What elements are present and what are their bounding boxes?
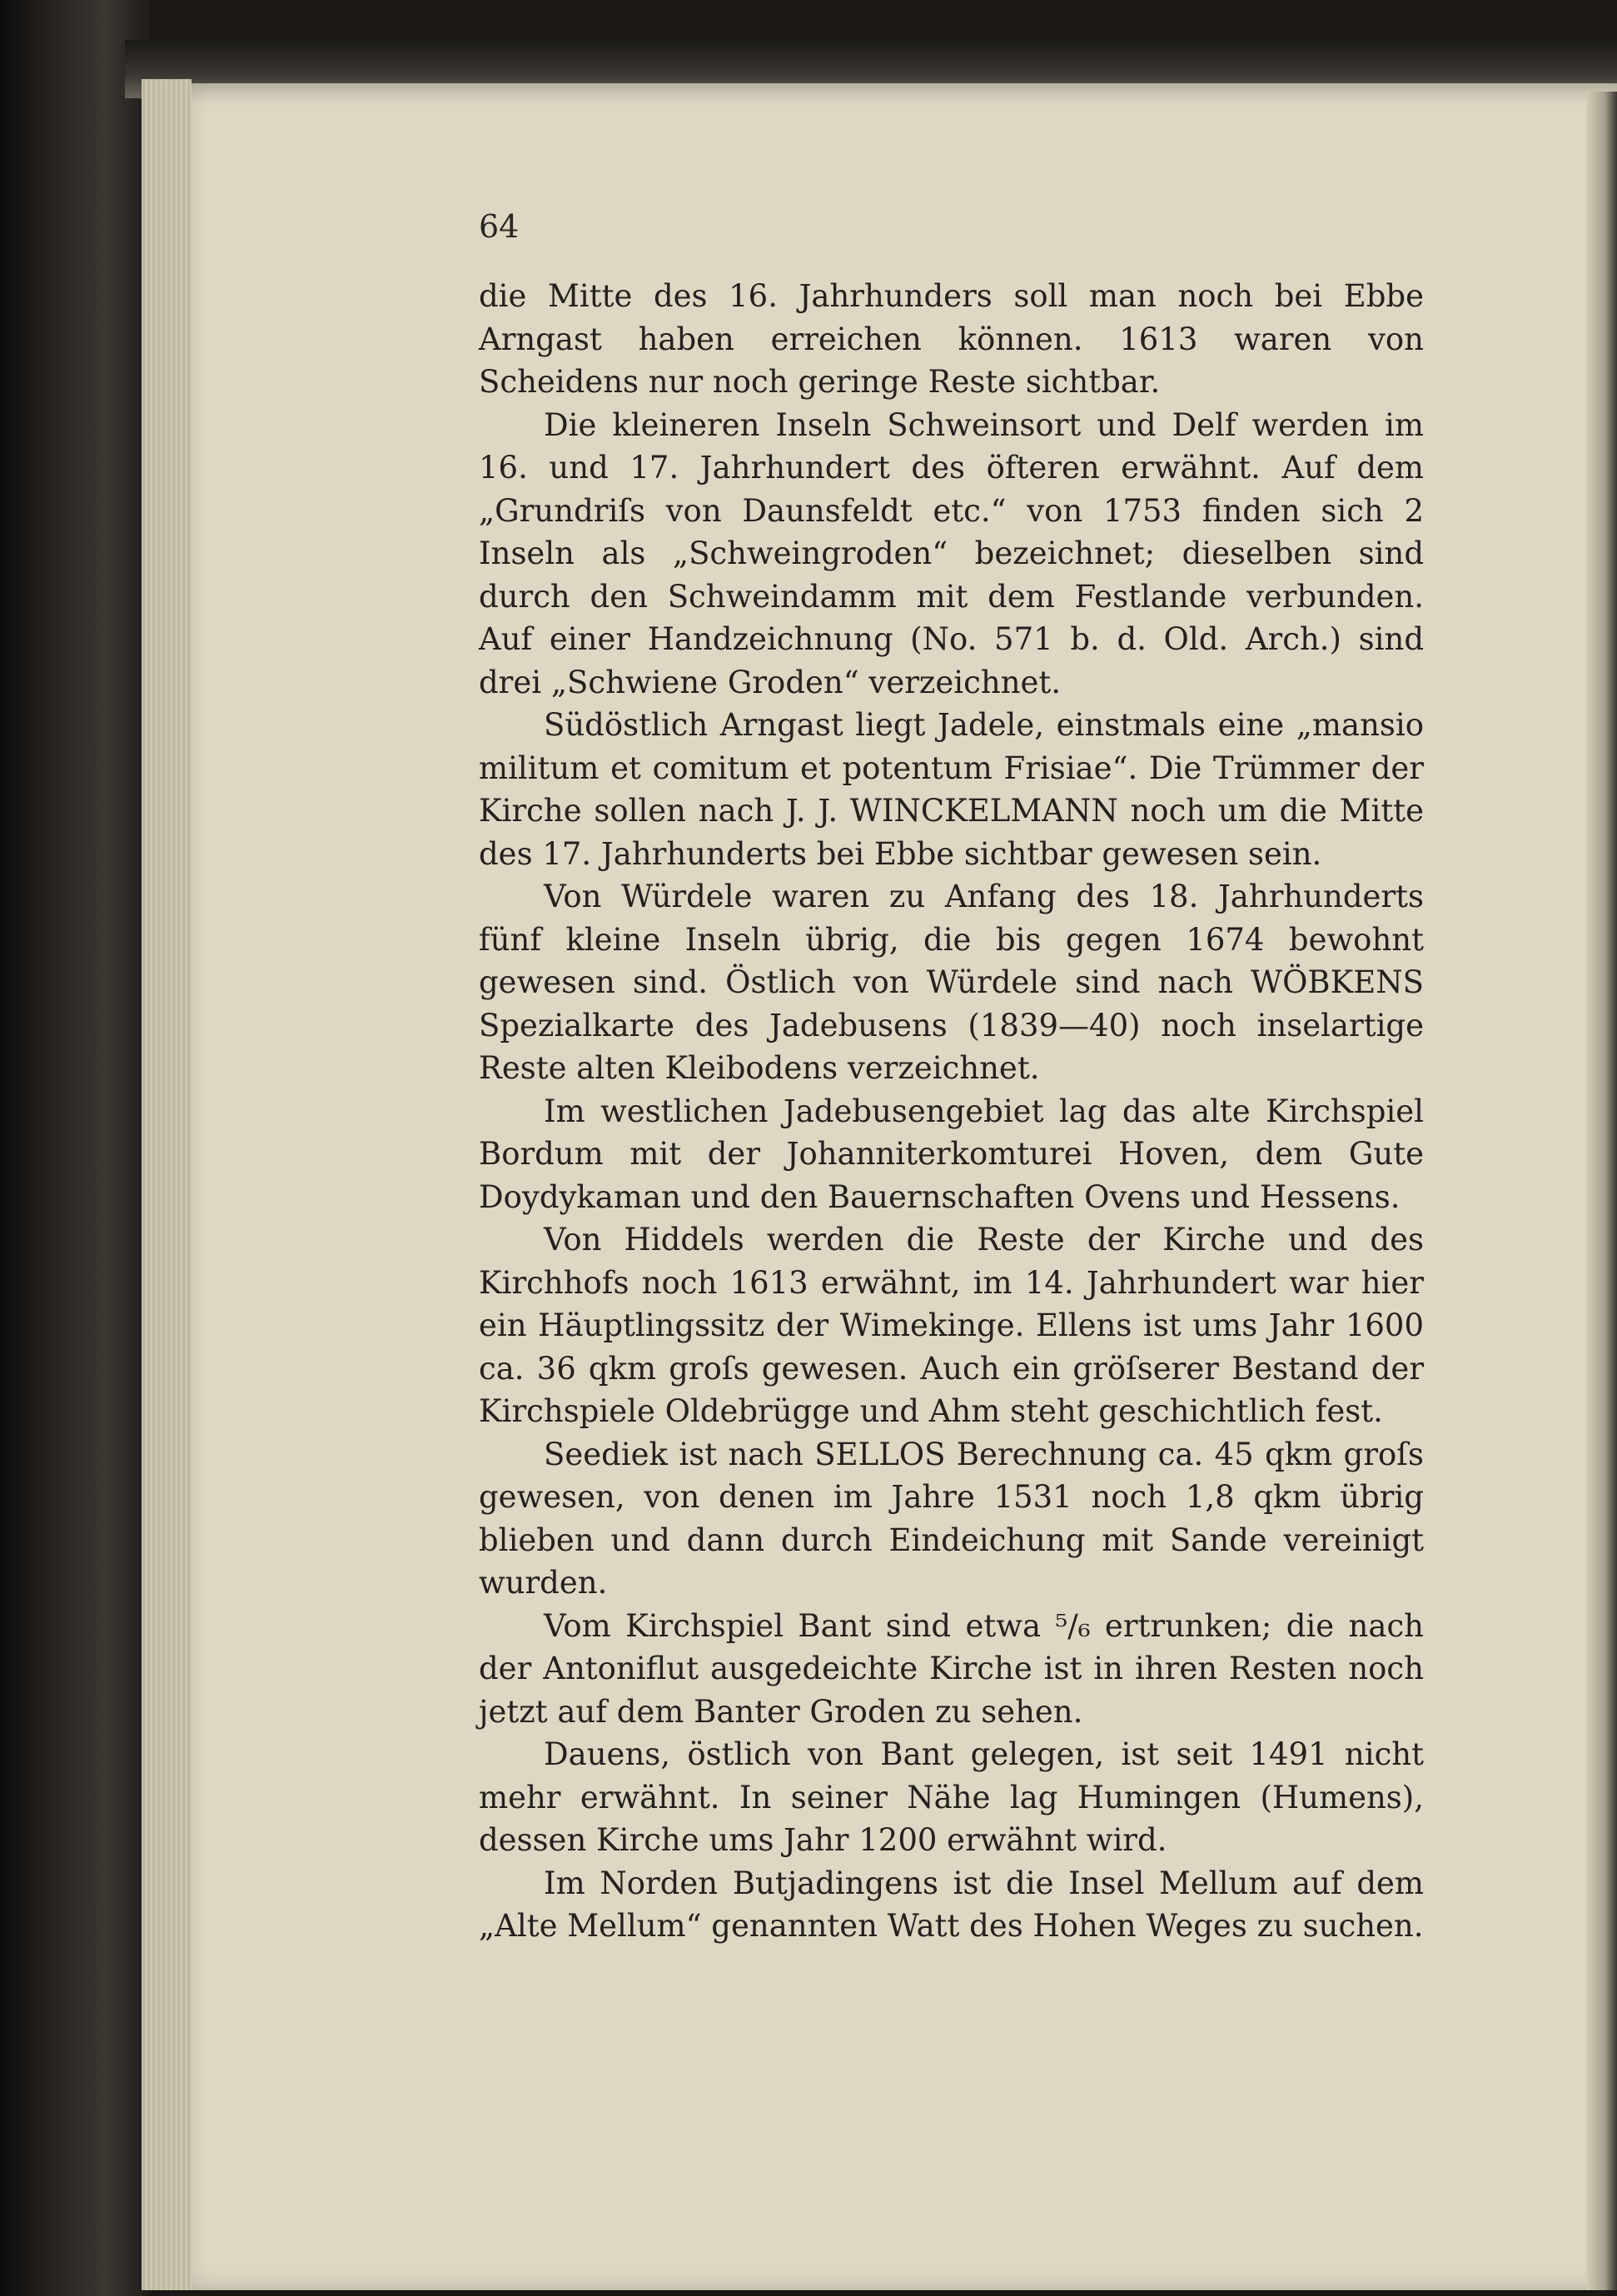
paragraph: Von Hiddels werden die Reste der Kirche und des Kirchhofs noch 1613 erwähnt, im 14. Jahrhundert war hier ein Häuptlingssitz der Wimekinge. Ellens ist ums Jahr 1600 ca. 36 qkm groſs gewesen. Auch ein gröſserer Bestand der Kirchspiele Oldebrügge und Ahm steht geschichtlich fest.: [479, 1222, 1424, 1429]
page-number: 64: [479, 208, 520, 245]
book-spine: [0, 0, 150, 2296]
paragraph: Im westlichen Jadebusengebiet lag das alte Kirchspiel Bordum mit der Johanniterkomturei Hoven, dem Gute Doydykaman und den Bauernschaften Ovens und Hessens.: [479, 1093, 1424, 1215]
paragraph: Von Würdele waren zu Anfang des 18. Jahrhunderts fünf kleine Inseln übrig, die bis gegen 1674 bewohnt gewesen sind. Östlich von Würdele sind nach WÖBKENS Spezialkarte des Jadebusens (1839—40) noch inselartige Reste alten Kleibodens verzeichnet.: [479, 879, 1424, 1086]
paragraph: Vom Kirchspiel Bant sind etwa ⁵/₆ ertrunken; die nach der Antoniflut ausgedeichte Kirche ist in ihren Resten noch jetzt auf dem Banter Groden zu sehen.: [479, 1607, 1424, 1730]
paragraph: Seediek ist nach SELLOS Berechnung ca. 45 qkm groſs gewesen, von denen im Jahre 1531 noch 1,8 qkm übrig blieben und dann durch Eindeichung mit Sande vereinigt wurden.: [479, 1436, 1424, 1601]
body-text: [479, 275, 1424, 1948]
page-right-edge: [1586, 92, 1617, 2290]
paragraph: Südöstlich Arngast liegt Jadele, einstmals eine „mansio militum et comitum et potentum Frisiae“. Die Trümmer der Kirche sollen nach J. J. WINCKELMANN noch um die Mitte des 17. Jahrhunderts bei Ebbe sichtbar gewesen sein.: [479, 707, 1424, 872]
paragraph: Die kleineren Inseln Schweinsort und Delf werden im 16. und 17. Jahrhundert des öfteren erwähnt. Auf dem „Grundriſs von Daunsfeldt etc.“ von 1753 finden sich 2 Inseln als „Schweingroden“ bezeichnet; dieselben sind durch den Schweindamm mit dem Festlande verbunden. Auf einer Handzeichnung (No. 571 b. d. Old. Arch.) sind drei „Schwiene Groden“ verzeichnet.: [479, 406, 1424, 700]
page-edges: [142, 79, 192, 2290]
paragraph: die Mitte des 16. Jahrhunders soll man noch bei Ebbe Arngast haben erreichen können. 1613 waren von Scheidens nur noch geringe Reste sichtbar.: [479, 278, 1424, 400]
paragraph: Im Norden Butjadingens ist die Insel Mellum auf dem „Alte Mellum“ genannten Watt des Hohen Weges zu suchen.: [479, 1865, 1424, 1944]
paragraph: Dauens, östlich von Bant gelegen, ist seit 1491 nicht mehr erwähnt. In seiner Nähe lag Humingen (Humens), dessen Kirche ums Jahr 1200 erwähnt wird.: [479, 1736, 1424, 1858]
